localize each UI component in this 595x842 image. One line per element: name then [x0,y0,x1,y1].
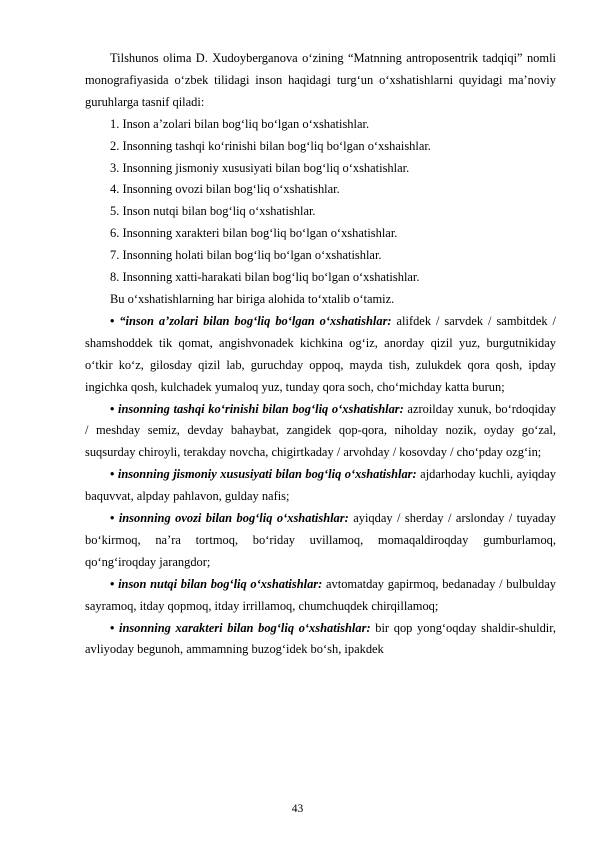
section-paragraph [85,311,556,399]
section-title: insonning ovozi bilan bog‘liq o‘xshatishlar: [118,511,349,526]
list-item: 6. Insonning xarakteri bilan bog‘liq bo‘lgan o‘xshatishlar. [110,226,398,241]
bullet-icon: • [110,401,115,416]
list-item: 1. Inson a’zolari bilan bog‘liq bo‘lgan o‘xshatishlar. [110,116,370,131]
section-paragraph [85,574,556,618]
list-item: 8. Insonning xatti-harakati bilan bog‘liq bo‘lgan o‘xshatishlar. [110,270,420,285]
section-text: ayiqday / sherday / arslonday / tuyaday bo‘kirmoq, na’ra tortmoq, bo‘riday uvillamoq, momaqaldiroqday gumburlamoq, qo‘ng‘iroqday jarangdor; [85,511,556,569]
document-page [85,48,556,661]
bullet-icon: • [110,620,115,635]
list-item: 3. Insonning jismoniy xususiyati bilan bog‘liq o‘xshatishlar. [110,160,410,175]
section-paragraph [85,399,556,465]
section-text: alifdek / sarvdek / sambitdek / shamshoddek tik qomat, angishvonadek kichkina og‘iz, anorday qizil yuz, burgutnikiday o‘tkir ko‘z, gilosday qizil lab, guruchday oppoq, mayda tish, zulukdek qora qosh, ipday ingichka qosh, kulchadek yumaloq yuz, tunday qora soch, cho‘michday katta burun; [85,313,557,394]
list-item: 7. Insonning holati bilan bog‘liq bo‘lgan o‘xshatishlar. [110,248,382,263]
bullet-icon: • [110,511,115,526]
section-title: insonning jismoniy xususiyati bilan bog‘liq o‘xshatishlar: [117,467,417,482]
page-number: 43 [291,803,304,815]
intro-paragraph: Tilshunos olima D. Xudoyberganova o‘zining “Matnning antroposentrik tadqiqi” nomli monografiyasida o‘zbek tilidagi inson haqidagi turg‘un o‘xshatishlarni quyidagi ma’noviy guruhlarga tasnif qiladi: [85,51,556,109]
section-paragraph [85,618,556,662]
section-paragraph [85,508,556,574]
section-title: inson nutqi bilan bog‘liq o‘xshatishlar: [118,576,323,591]
section-text: bir qop yong‘oqday shaldir-shuldir, avliyoday begunoh, ammamning buzog‘idek bo‘sh, ipakdek [85,620,557,657]
bullet-icon: • [110,313,115,328]
section-text: ajdarhoday kuchli, ayiqday baquvvat, alpday pahlavon, gulday nafis; [85,467,556,504]
section-title: insonning tashqi ko‘rinishi bilan bog‘liq o‘xshatishlar: [118,401,404,416]
section-title: “inson a’zolari bilan bog‘liq bo‘lgan o‘xshatishlar: [119,313,392,328]
section-paragraph [85,464,556,508]
list-item: 5. Inson nutqi bilan bog‘liq o‘xshatishlar. [110,204,316,219]
list-item: 2. Insonning tashqi ko‘rinishi bilan bog‘liq bo‘lgan o‘xshaishlar. [110,138,431,153]
section-title: insonning xarakteri bilan bog‘liq o‘xshatishlar: [119,620,371,635]
bullet-icon: • [110,467,115,482]
lead-sentence: Bu o‘xshatishlarning har biriga alohida to‘xtalib o‘tamiz. [110,291,395,306]
section-text: azroilday xunuk, bo‘rdoqiday / meshday semiz, devday bahaybat, zangidek qop-qora, niholday nozik, oyday go‘zal, suqsurday chiroyli, terakday novcha, chigirtkaday / arvohday / kosovday / cho‘pday ozg‘in; [85,401,557,460]
list-item: 4. Insonning ovozi bilan bog‘liq o‘xshatishlar. [110,182,340,197]
bullet-icon: • [110,576,115,591]
section-text: avtomatday gapirmoq, bedanaday / bulbulday sayramoq, itday qopmoq, itday irrillamoq, chumchuqdek chirqillamoq; [85,576,557,613]
